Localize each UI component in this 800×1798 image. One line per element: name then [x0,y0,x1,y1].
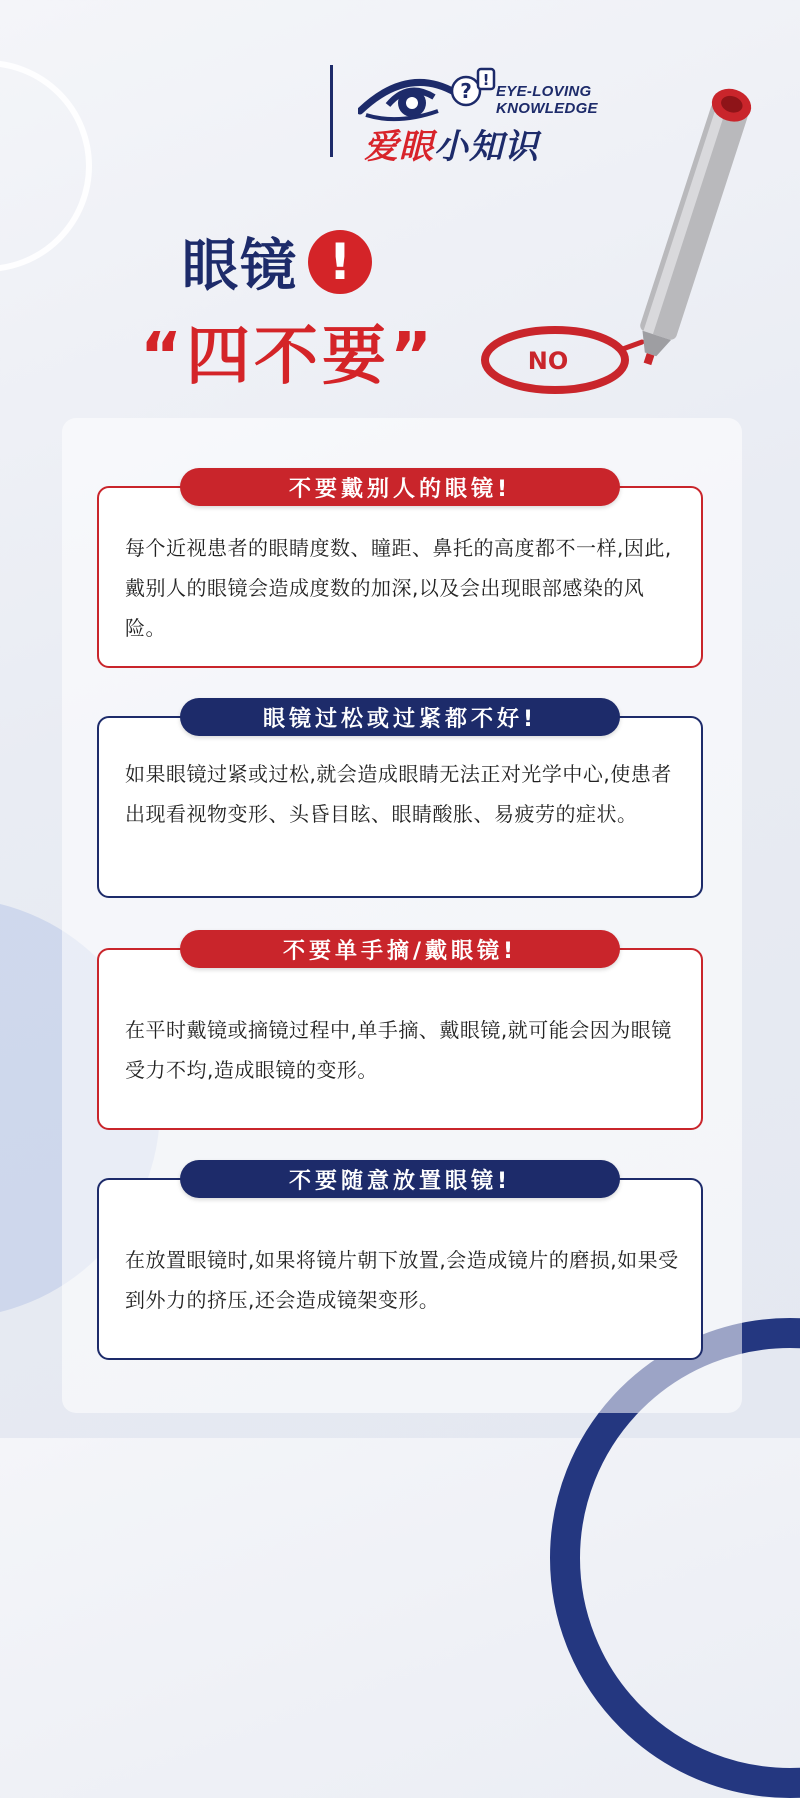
background-arc [0,60,92,272]
tip-card-1-body: 每个近视患者的眼睛度数、瞳距、鼻托的高度都不一样,因此,戴别人的眼镜会造成度数的加深,以及会出现眼部感染的风险。 [125,536,672,640]
logo-chinese-blue: 小知识 [434,127,539,167]
tip-card-2-body: 如果眼镜过紧或过松,就会造成眼睛无法正对光学中心,使患者出现看视物变形、头昏目眩、眼睛酸胀、易疲劳的症状。 [125,762,672,826]
tip-card-3 [97,948,703,1130]
tip-card-2-heading: 眼镜过松或过紧都不好! [180,698,620,736]
tip-card-2 [97,716,703,898]
no-label: NO [527,347,569,375]
tip-card-4-heading: 不要随意放置眼镜! [180,1160,620,1198]
tip-card-3-heading: 不要单手摘/戴眼镜! [180,930,620,968]
tip-card-3-body: 在平时戴镜或摘镜过程中,单手摘、戴眼镜,就可能会因为眼镜受力不均,造成眼镜的变形。 [125,1018,672,1082]
subtitle: “四不要” [140,320,437,394]
title [182,222,372,302]
tip-card-1 [97,486,703,668]
tip-card-4-body: 在放置眼镜时,如果将镜片朝下放置,会造成镜片的磨损,如果受到外力的挤压,还会造成镜架变形。 [125,1248,679,1312]
title-main: 眼镜 [182,234,298,299]
logo-english-line1: EYE-LOVING [496,83,592,100]
pen-illustration [470,60,770,400]
logo-divider [330,65,333,157]
logo-chinese-red: 爱眼 [364,127,434,167]
tip-card-4 [97,1178,703,1360]
logo-english-line2: KNOWLEDGE [496,100,598,117]
exclamation-icon: ! [308,230,372,294]
svg-text:?: ? [460,79,472,103]
svg-text:!: ! [482,71,490,89]
tip-card-1-heading: 不要戴别人的眼镜! [180,468,620,506]
